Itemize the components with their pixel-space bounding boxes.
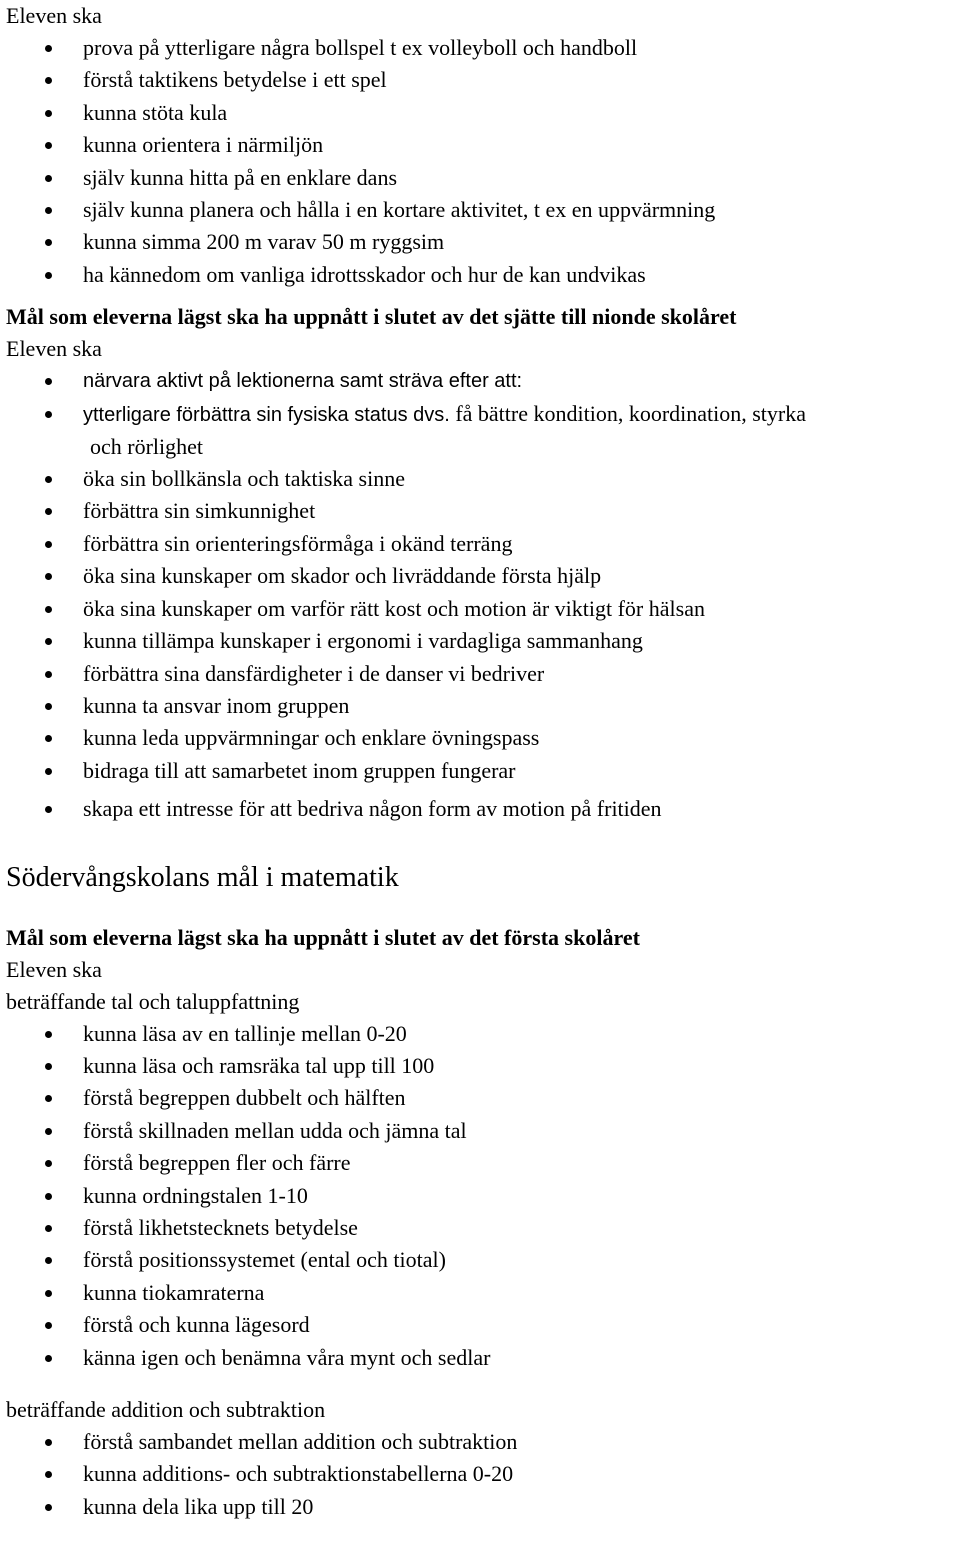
section-heading: Mål som eleverna lägst ska ha uppnått i slutet av det sjätte till nionde skolåret: [6, 304, 737, 330]
list-item: förbättra sin simkunnighet: [6, 495, 956, 527]
eleven-ska-label: Eleven ska: [6, 956, 102, 982]
grade6-9-goals-list-cont: [6, 463, 956, 787]
list-item: kunna tiokamraterna: [6, 1277, 956, 1309]
list-item: närvara aktivt på lektionerna samt sträva efter att:: [6, 365, 956, 397]
list-item: förstå begreppen dubbelt och hälften: [6, 1082, 956, 1114]
list-item: kunna orientera i närmiljön: [6, 129, 956, 161]
addition-subtraction-goals-list: [6, 1426, 956, 1523]
subsection-label: beträffande tal och taluppfattning: [6, 988, 300, 1014]
list-item: öka sin bollkänsla och taktiska sinne: [6, 463, 956, 495]
grade6-9-goals-list: [6, 365, 956, 431]
list-item: kunna ordningstalen 1-10: [6, 1180, 956, 1212]
subsection-label: beträffande addition och subtraktion: [6, 1397, 326, 1422]
list-item: förstå likhetstecknets betydelse: [6, 1212, 956, 1244]
list-item: kunna läsa av en tallinje mellan 0-20: [6, 1018, 956, 1050]
list-item: kunna leda uppvärmningar och enklare övningspass: [6, 722, 956, 754]
list-item: kunna stöta kula: [6, 97, 956, 129]
list-item: öka sina kunskaper om skador och livräddande första hjälp: [6, 560, 956, 592]
list-item: själv kunna hitta på en enklare dans: [6, 162, 956, 194]
list-item: förstå positionssystemet (ental och tiotal): [6, 1244, 956, 1276]
list-item: prova på ytterligare några bollspel t ex volleyboll och handboll: [6, 32, 956, 64]
list-item: bidraga till att samarbetet inom gruppen fungerar: [6, 755, 956, 787]
list-item: kunna dela lika upp till 20: [6, 1491, 956, 1523]
list-item: förstå skillnaden mellan udda och jämna tal: [6, 1115, 956, 1147]
list-item: förstå begreppen fler och färre: [6, 1147, 956, 1179]
document-page: [6, 0, 956, 1523]
sport-goals-list: [6, 32, 956, 291]
eleven-ska-label: Eleven ska: [6, 3, 102, 28]
list-item-sans-part: ytterligare förbättra sin fysiska status dvs.: [83, 403, 450, 426]
list-item-continuation: och rörlighet: [90, 434, 204, 460]
list-item: kunna additions- och subtraktionstabellerna 0-20: [6, 1458, 956, 1490]
list-item: själv kunna planera och hålla i en kortare aktivitet, t ex en uppvärmning: [6, 194, 956, 226]
number-sense-goals-list: [6, 1018, 956, 1374]
list-item: förstå sambandet mellan addition och subtraktion: [6, 1426, 956, 1458]
section-heading: Mål som eleverna lägst ska ha uppnått i slutet av det första skolåret: [6, 924, 640, 950]
list-item: kunna ta ansvar inom gruppen: [6, 690, 956, 722]
list-item-serif-part: få bättre kondition, koordination, styrka: [449, 400, 807, 426]
list-item: öka sina kunskaper om varför rätt kost och motion är viktigt för hälsan: [6, 593, 956, 625]
list-item: [6, 398, 956, 431]
list-item: förstå och kunna lägesord: [6, 1309, 956, 1341]
list-item: kunna tillämpa kunskaper i ergonomi i vardagliga sammanhang: [6, 625, 956, 657]
list-item: kunna läsa och ramsräka tal upp till 100: [6, 1050, 956, 1082]
list-item: skapa ett intresse för att bedriva någon form av motion på fritiden: [6, 793, 956, 825]
section-title: Södervångskolans mål i matematik: [6, 861, 399, 893]
list-item: förbättra sina dansfärdigheter i de danser vi bedriver: [6, 658, 956, 690]
eleven-ska-label: Eleven ska: [6, 336, 102, 362]
list-item: känna igen och benämna våra mynt och sedlar: [6, 1342, 956, 1374]
grade6-9-goals-last: [6, 793, 956, 825]
list-item: förstå taktikens betydelse i ett spel: [6, 64, 956, 96]
list-item: förbättra sin orienteringsförmåga i okänd terräng: [6, 528, 956, 560]
list-item: kunna simma 200 m varav 50 m ryggsim: [6, 226, 956, 258]
list-item: ha kännedom om vanliga idrottsskador och hur de kan undvikas: [6, 259, 956, 291]
